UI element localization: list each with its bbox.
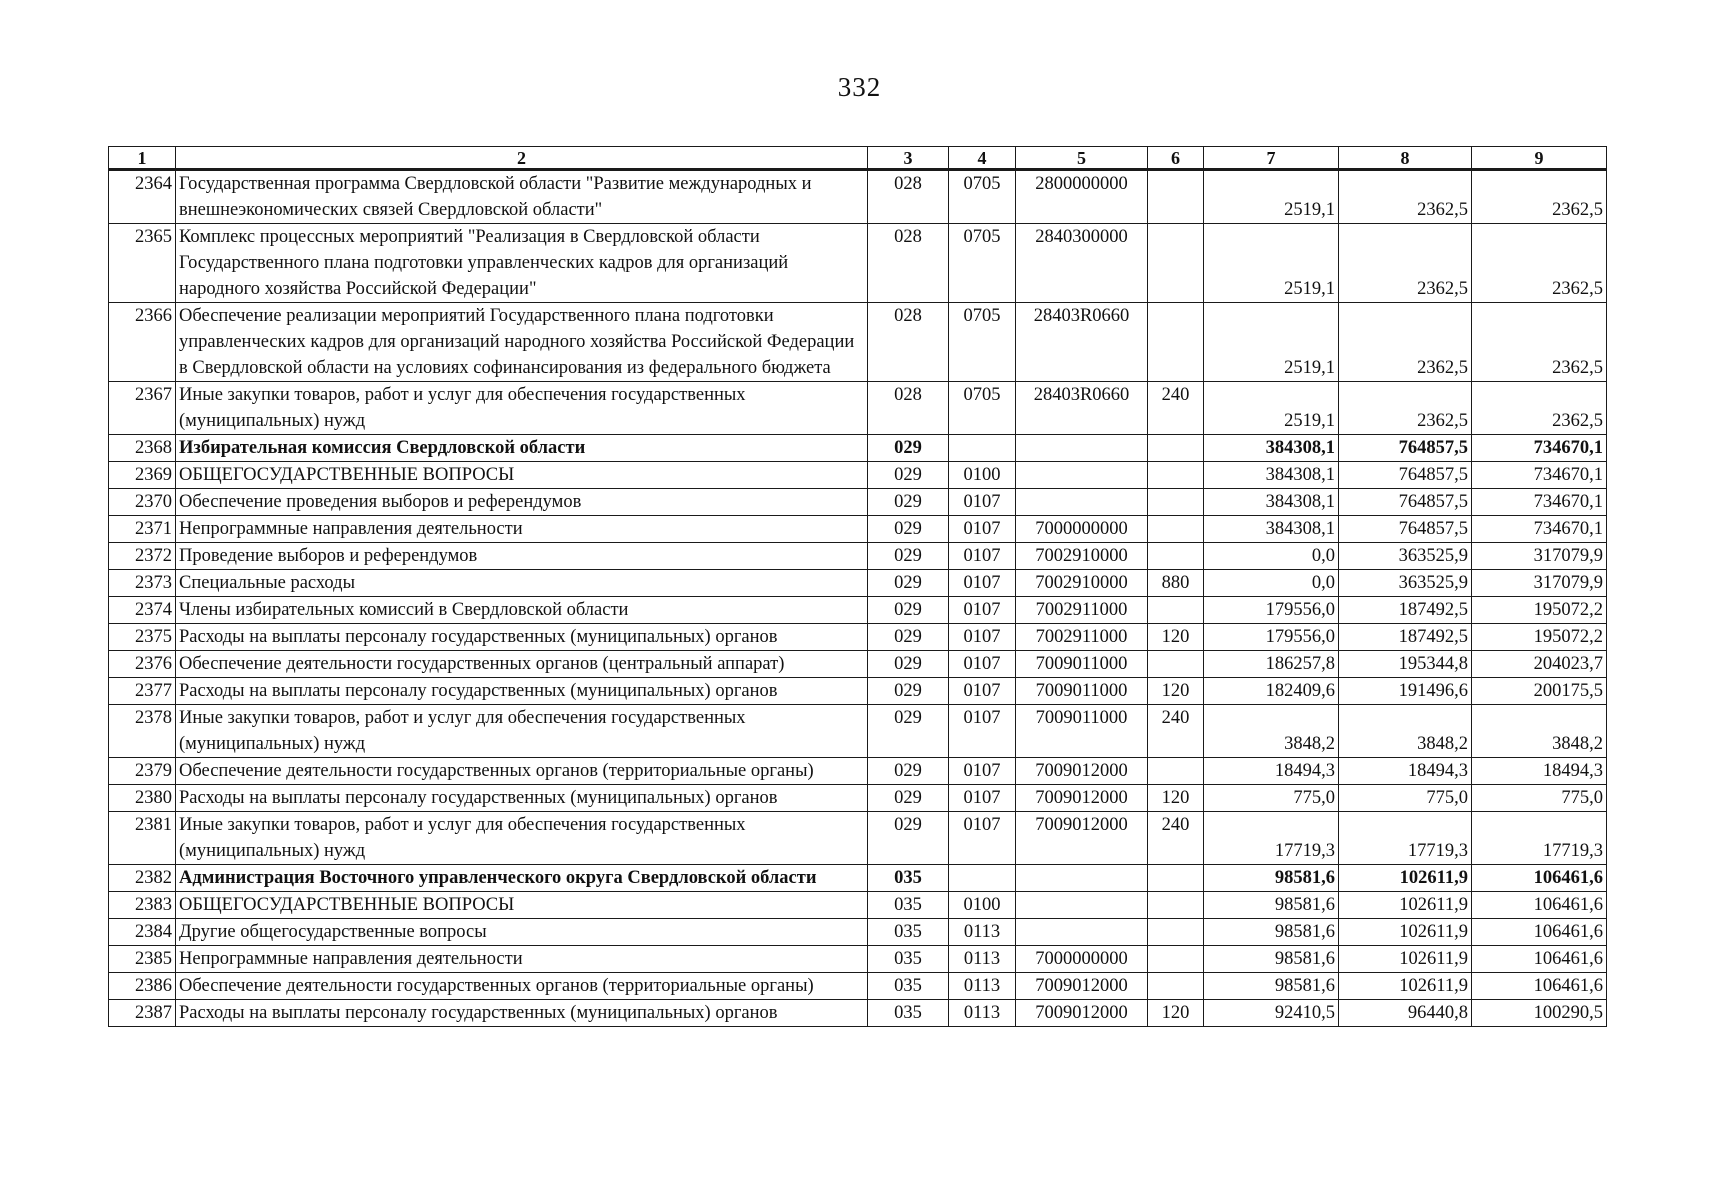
row-amount-year-1: 182409,6	[1204, 678, 1339, 705]
row-section-code: 0107	[949, 785, 1016, 812]
row-department-code: 029	[868, 516, 949, 543]
row-amount-year-2: 2362,5	[1339, 303, 1472, 382]
row-amount-year-2: 102611,9	[1339, 892, 1472, 919]
row-expense-type	[1148, 224, 1204, 303]
row-section-code: 0107	[949, 758, 1016, 785]
row-target-article: 7000000000	[1016, 946, 1148, 973]
row-number: 2365	[109, 224, 176, 303]
row-amount-year-3: 106461,6	[1472, 973, 1607, 1000]
row-section-code: 0100	[949, 892, 1016, 919]
row-amount-year-3: 17719,3	[1472, 812, 1607, 865]
row-target-article: 7009011000	[1016, 651, 1148, 678]
table-row	[109, 973, 1607, 1000]
row-expense-type	[1148, 946, 1204, 973]
row-name: Обеспечение реализации мероприятий Государственного плана подготовки управленческих кадров для организаций народного хозяйства Российской Федерации в Свердловской области на условиях софинансирования из федерального бюджета	[176, 303, 868, 382]
row-number: 2370	[109, 489, 176, 516]
row-amount-year-2: 775,0	[1339, 785, 1472, 812]
row-target-article	[1016, 865, 1148, 892]
row-number: 2385	[109, 946, 176, 973]
row-expense-type: 880	[1148, 570, 1204, 597]
table-row	[109, 946, 1607, 973]
row-target-article: 7009012000	[1016, 812, 1148, 865]
row-amount-year-3: 106461,6	[1472, 892, 1607, 919]
table-row	[109, 489, 1607, 516]
row-expense-type: 240	[1148, 382, 1204, 435]
row-department-code: 029	[868, 489, 949, 516]
row-number: 2372	[109, 543, 176, 570]
row-number: 2367	[109, 382, 176, 435]
row-department-code: 029	[868, 758, 949, 785]
row-target-article: 7009012000	[1016, 1000, 1148, 1027]
row-expense-type: 120	[1148, 624, 1204, 651]
column-header-1: 1	[109, 147, 176, 170]
row-department-code: 029	[868, 705, 949, 758]
row-expense-type	[1148, 435, 1204, 462]
row-department-code: 035	[868, 919, 949, 946]
row-name: Специальные расходы	[176, 570, 868, 597]
row-expense-type	[1148, 543, 1204, 570]
column-header-6: 6	[1148, 147, 1204, 170]
row-department-code: 029	[868, 785, 949, 812]
row-name: Государственная программа Свердловской области "Развитие международных и внешнеэкономических связей Свердловской области"	[176, 170, 868, 224]
row-expense-type: 120	[1148, 678, 1204, 705]
table-row	[109, 1000, 1607, 1027]
row-amount-year-1: 98581,6	[1204, 946, 1339, 973]
row-expense-type	[1148, 865, 1204, 892]
row-department-code: 035	[868, 1000, 949, 1027]
row-amount-year-3: 2362,5	[1472, 382, 1607, 435]
row-amount-year-3: 317079,9	[1472, 543, 1607, 570]
row-amount-year-2: 764857,5	[1339, 435, 1472, 462]
row-target-article	[1016, 489, 1148, 516]
row-name: Проведение выборов и референдумов	[176, 543, 868, 570]
row-department-code: 035	[868, 892, 949, 919]
row-target-article: 2840300000	[1016, 224, 1148, 303]
row-amount-year-2: 191496,6	[1339, 678, 1472, 705]
row-target-article: 7000000000	[1016, 516, 1148, 543]
row-target-article: 7009012000	[1016, 973, 1148, 1000]
row-section-code: 0100	[949, 462, 1016, 489]
row-name: Расходы на выплаты персоналу государственных (муниципальных) органов	[176, 624, 868, 651]
row-department-code: 029	[868, 435, 949, 462]
row-amount-year-2: 363525,9	[1339, 570, 1472, 597]
column-header-8: 8	[1339, 147, 1472, 170]
row-department-code: 029	[868, 462, 949, 489]
table-row	[109, 651, 1607, 678]
row-amount-year-2: 187492,5	[1339, 624, 1472, 651]
row-name: Расходы на выплаты персоналу государственных (муниципальных) органов	[176, 678, 868, 705]
row-amount-year-3: 18494,3	[1472, 758, 1607, 785]
row-expense-type	[1148, 892, 1204, 919]
row-amount-year-1: 384308,1	[1204, 462, 1339, 489]
table-row	[109, 462, 1607, 489]
row-section-code: 0113	[949, 946, 1016, 973]
row-amount-year-1: 384308,1	[1204, 489, 1339, 516]
row-target-article	[1016, 462, 1148, 489]
column-header-3: 3	[868, 147, 949, 170]
row-amount-year-3: 734670,1	[1472, 435, 1607, 462]
row-target-article: 7002911000	[1016, 624, 1148, 651]
row-amount-year-3: 2362,5	[1472, 224, 1607, 303]
row-amount-year-2: 102611,9	[1339, 919, 1472, 946]
row-section-code: 0107	[949, 651, 1016, 678]
header-row	[109, 147, 1607, 170]
row-amount-year-3: 775,0	[1472, 785, 1607, 812]
row-target-article: 7009012000	[1016, 785, 1148, 812]
row-expense-type	[1148, 489, 1204, 516]
row-target-article: 7002910000	[1016, 543, 1148, 570]
row-amount-year-1: 186257,8	[1204, 651, 1339, 678]
row-department-code: 035	[868, 865, 949, 892]
row-target-article: 28403R0660	[1016, 303, 1148, 382]
row-amount-year-1: 2519,1	[1204, 303, 1339, 382]
row-amount-year-1: 2519,1	[1204, 224, 1339, 303]
row-amount-year-2: 102611,9	[1339, 865, 1472, 892]
row-section-code: 0107	[949, 624, 1016, 651]
table-body	[109, 170, 1607, 1027]
row-amount-year-1: 98581,6	[1204, 973, 1339, 1000]
row-name: Расходы на выплаты персоналу государственных (муниципальных) органов	[176, 1000, 868, 1027]
row-target-article: 2800000000	[1016, 170, 1148, 224]
row-expense-type: 240	[1148, 812, 1204, 865]
row-section-code	[949, 435, 1016, 462]
row-number: 2368	[109, 435, 176, 462]
row-section-code: 0107	[949, 812, 1016, 865]
row-amount-year-2: 3848,2	[1339, 705, 1472, 758]
row-amount-year-1: 0,0	[1204, 570, 1339, 597]
row-department-code: 029	[868, 651, 949, 678]
row-amount-year-3: 106461,6	[1472, 919, 1607, 946]
row-amount-year-1: 98581,6	[1204, 919, 1339, 946]
row-section-code: 0107	[949, 570, 1016, 597]
row-department-code: 029	[868, 597, 949, 624]
row-amount-year-2: 195344,8	[1339, 651, 1472, 678]
row-number: 2384	[109, 919, 176, 946]
table-row	[109, 170, 1607, 224]
row-number: 2369	[109, 462, 176, 489]
table-row	[109, 865, 1607, 892]
column-header-9: 9	[1472, 147, 1607, 170]
row-amount-year-3: 106461,6	[1472, 865, 1607, 892]
row-number: 2381	[109, 812, 176, 865]
row-department-code: 028	[868, 170, 949, 224]
table-row	[109, 570, 1607, 597]
row-name: Другие общегосударственные вопросы	[176, 919, 868, 946]
row-amount-year-2: 2362,5	[1339, 382, 1472, 435]
row-target-article	[1016, 919, 1148, 946]
row-amount-year-2: 2362,5	[1339, 170, 1472, 224]
row-name: Обеспечение проведения выборов и референдумов	[176, 489, 868, 516]
row-target-article: 7009011000	[1016, 678, 1148, 705]
column-header-7: 7	[1204, 147, 1339, 170]
table-row	[109, 758, 1607, 785]
row-amount-year-2: 764857,5	[1339, 516, 1472, 543]
table-header	[109, 147, 1607, 170]
row-amount-year-3: 2362,5	[1472, 170, 1607, 224]
row-number: 2373	[109, 570, 176, 597]
row-department-code: 028	[868, 382, 949, 435]
table-row	[109, 624, 1607, 651]
row-section-code: 0113	[949, 1000, 1016, 1027]
row-target-article: 7009011000	[1016, 705, 1148, 758]
row-name: ОБЩЕГОСУДАРСТВЕННЫЕ ВОПРОСЫ	[176, 892, 868, 919]
row-expense-type: 120	[1148, 1000, 1204, 1027]
row-section-code: 0107	[949, 597, 1016, 624]
row-section-code: 0107	[949, 678, 1016, 705]
row-amount-year-2: 2362,5	[1339, 224, 1472, 303]
row-department-code: 029	[868, 812, 949, 865]
row-department-code: 029	[868, 624, 949, 651]
row-name: Иные закупки товаров, работ и услуг для обеспечения государственных (муниципальных) нужд	[176, 812, 868, 865]
row-expense-type	[1148, 597, 1204, 624]
column-header-4: 4	[949, 147, 1016, 170]
row-expense-type	[1148, 919, 1204, 946]
row-amount-year-1: 17719,3	[1204, 812, 1339, 865]
row-number: 2383	[109, 892, 176, 919]
row-amount-year-1: 0,0	[1204, 543, 1339, 570]
row-number: 2376	[109, 651, 176, 678]
row-department-code: 029	[868, 570, 949, 597]
row-amount-year-2: 102611,9	[1339, 973, 1472, 1000]
row-target-article	[1016, 892, 1148, 919]
row-target-article: 28403R0660	[1016, 382, 1148, 435]
page-number: 332	[837, 72, 882, 102]
row-amount-year-3: 195072,2	[1472, 624, 1607, 651]
row-name: Непрограммные направления деятельности	[176, 946, 868, 973]
row-amount-year-3: 106461,6	[1472, 946, 1607, 973]
row-number: 2380	[109, 785, 176, 812]
row-amount-year-1: 775,0	[1204, 785, 1339, 812]
row-department-code: 029	[868, 678, 949, 705]
budget-table	[108, 146, 1607, 1027]
row-amount-year-2: 363525,9	[1339, 543, 1472, 570]
row-amount-year-3: 195072,2	[1472, 597, 1607, 624]
row-amount-year-2: 96440,8	[1339, 1000, 1472, 1027]
row-name: Иные закупки товаров, работ и услуг для обеспечения государственных (муниципальных) нужд	[176, 382, 868, 435]
row-amount-year-1: 2519,1	[1204, 170, 1339, 224]
row-expense-type	[1148, 170, 1204, 224]
row-expense-type	[1148, 462, 1204, 489]
row-department-code: 035	[868, 946, 949, 973]
row-amount-year-2: 17719,3	[1339, 812, 1472, 865]
row-number: 2366	[109, 303, 176, 382]
table-row	[109, 303, 1607, 382]
row-amount-year-3: 734670,1	[1472, 462, 1607, 489]
row-number: 2378	[109, 705, 176, 758]
row-name: Члены избирательных комиссий в Свердловской области	[176, 597, 868, 624]
table-row	[109, 705, 1607, 758]
row-number: 2375	[109, 624, 176, 651]
row-expense-type	[1148, 651, 1204, 678]
row-expense-type	[1148, 516, 1204, 543]
table-row	[109, 892, 1607, 919]
table-row	[109, 785, 1607, 812]
row-amount-year-3: 204023,7	[1472, 651, 1607, 678]
row-department-code: 028	[868, 303, 949, 382]
row-amount-year-2: 187492,5	[1339, 597, 1472, 624]
row-name: Комплекс процессных мероприятий "Реализация в Свердловской области Государственного плана подготовки управленческих кадров для организаций народного хозяйства Российской Федерации"	[176, 224, 868, 303]
row-section-code: 0107	[949, 516, 1016, 543]
row-expense-type	[1148, 303, 1204, 382]
row-expense-type	[1148, 758, 1204, 785]
row-expense-type	[1148, 973, 1204, 1000]
row-section-code: 0113	[949, 919, 1016, 946]
row-number: 2371	[109, 516, 176, 543]
row-section-code: 0705	[949, 170, 1016, 224]
row-name: Обеспечение деятельности государственных органов (территориальные органы)	[176, 758, 868, 785]
row-amount-year-2: 102611,9	[1339, 946, 1472, 973]
row-amount-year-2: 764857,5	[1339, 462, 1472, 489]
row-name: Избирательная комиссия Свердловской области	[176, 435, 868, 462]
row-target-article	[1016, 435, 1148, 462]
row-name: Расходы на выплаты персоналу государственных (муниципальных) органов	[176, 785, 868, 812]
row-name: Обеспечение деятельности государственных органов (центральный аппарат)	[176, 651, 868, 678]
row-number: 2377	[109, 678, 176, 705]
column-header-5: 5	[1016, 147, 1148, 170]
row-department-code: 035	[868, 973, 949, 1000]
row-number: 2374	[109, 597, 176, 624]
row-expense-type: 120	[1148, 785, 1204, 812]
row-number: 2379	[109, 758, 176, 785]
row-name: Непрограммные направления деятельности	[176, 516, 868, 543]
table-row	[109, 224, 1607, 303]
row-section-code	[949, 865, 1016, 892]
row-section-code: 0113	[949, 973, 1016, 1000]
table-row	[109, 812, 1607, 865]
row-section-code: 0107	[949, 543, 1016, 570]
row-amount-year-3: 317079,9	[1472, 570, 1607, 597]
row-amount-year-2: 764857,5	[1339, 489, 1472, 516]
row-name: Иные закупки товаров, работ и услуг для обеспечения государственных (муниципальных) нужд	[176, 705, 868, 758]
row-name: Администрация Восточного управленческого округа Свердловской области	[176, 865, 868, 892]
row-amount-year-2: 18494,3	[1339, 758, 1472, 785]
row-section-code: 0107	[949, 489, 1016, 516]
row-amount-year-3: 200175,5	[1472, 678, 1607, 705]
row-number: 2387	[109, 1000, 176, 1027]
row-name: Обеспечение деятельности государственных органов (территориальные органы)	[176, 973, 868, 1000]
row-amount-year-1: 384308,1	[1204, 516, 1339, 543]
row-amount-year-1: 2519,1	[1204, 382, 1339, 435]
table-row	[109, 382, 1607, 435]
table-row	[109, 597, 1607, 624]
row-amount-year-1: 179556,0	[1204, 624, 1339, 651]
row-amount-year-1: 92410,5	[1204, 1000, 1339, 1027]
row-number: 2386	[109, 973, 176, 1000]
row-amount-year-3: 734670,1	[1472, 489, 1607, 516]
row-amount-year-1: 98581,6	[1204, 892, 1339, 919]
row-section-code: 0705	[949, 382, 1016, 435]
row-amount-year-1: 98581,6	[1204, 865, 1339, 892]
row-expense-type: 240	[1148, 705, 1204, 758]
row-amount-year-3: 100290,5	[1472, 1000, 1607, 1027]
row-name: ОБЩЕГОСУДАРСТВЕННЫЕ ВОПРОСЫ	[176, 462, 868, 489]
row-department-code: 029	[868, 543, 949, 570]
table-row	[109, 516, 1607, 543]
row-amount-year-1: 384308,1	[1204, 435, 1339, 462]
table-row	[109, 678, 1607, 705]
row-department-code: 028	[868, 224, 949, 303]
column-header-2: 2	[176, 147, 868, 170]
row-amount-year-1: 18494,3	[1204, 758, 1339, 785]
row-number: 2364	[109, 170, 176, 224]
row-target-article: 7002911000	[1016, 597, 1148, 624]
row-amount-year-3: 2362,5	[1472, 303, 1607, 382]
table-row	[109, 919, 1607, 946]
row-amount-year-3: 3848,2	[1472, 705, 1607, 758]
row-amount-year-1: 179556,0	[1204, 597, 1339, 624]
row-number: 2382	[109, 865, 176, 892]
row-amount-year-3: 734670,1	[1472, 516, 1607, 543]
row-section-code: 0705	[949, 303, 1016, 382]
table-row	[109, 435, 1607, 462]
row-section-code: 0705	[949, 224, 1016, 303]
row-target-article: 7002910000	[1016, 570, 1148, 597]
table-row	[109, 543, 1607, 570]
row-amount-year-1: 3848,2	[1204, 705, 1339, 758]
row-target-article: 7009012000	[1016, 758, 1148, 785]
row-section-code: 0107	[949, 705, 1016, 758]
